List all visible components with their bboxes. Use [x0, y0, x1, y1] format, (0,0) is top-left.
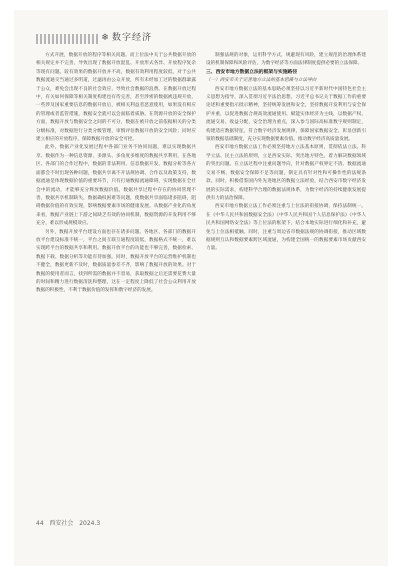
paragraph: 西安市地方数据立法的基本思路必须坚持以习近平新时代中国特色社会主义思想为指导，深入贯彻习近平法治思想，习近平总书记关于数据工作的重要论述和重要指示批示精神，坚持统筹发展和安全，坚持数据开发利用与安全保护并重，以促进数据合规高效流通使用、赋能实体经济为主线，以数据产权、流通交易、收益分配、安全治理为重点，深入参与国际高标准数字规则制定，构建适应数据特征、符合数字经济发展规律、保障国家数据安全、彰显创新引领的数据基础制度，充分实现数据要素价值、推动数字经济高质量发展。 [206, 86, 366, 143]
left-column [36, 52, 196, 296]
snowflake-icon: ❄ [101, 33, 109, 43]
journal-header [36, 31, 196, 45]
section-title: 数字经济 [112, 33, 153, 43]
subsection-heading: （一）西安市关于完善地方立法的基本思路与立法导向 [206, 78, 317, 84]
header-decorative-bar [36, 34, 98, 44]
section-heading: 三、西安市地方数据立法的框架与实施路径 [206, 69, 298, 75]
page-footer [36, 520, 100, 528]
paragraph: 西安市地方数据立法工作必须坚持地方立法基本原则，贯彻依法立法、科学立法、民主立法的原则，立足西安实际，突出地方特色，着力解决数据领域的突出问题。在立法过程中注重问题导向，针对数据产权界定不清、数据流通交易不畅、数据安全保障不足等问题，制定具有针对性和可操作性的法规条款。同时，积极借鉴国内外先进地区的数据立法经验，结合西安市数字经济发展的实际需求，构建科学合理的数据法规体系，为数字经济的持续健康发展提供有力的法治保障。 [206, 145, 366, 201]
issue-number: 2024.3 [79, 520, 101, 527]
paragraph: 此外，数据产业化发展过程中各部门业务不协同问题，难以实现数据共享、数据作为一种信息资源，多源头、多角度多维度的数据共享利用，在各地区、各部门的合作过程中，数据的非法利用、信息数据开发、数据分析等各方面都会不时出现各种问题，数据共享离不开法规协调、合作以及政策支持，数据流通是体现数据价值的重要环节，只有打通数据流通障碍，实现数据在全社会中的流动，才能够充分释放数据价值。数据共享过程中存在的协同管理不善，数据共享机制缺失，数据确权困难等问题，使数据共享面临诸多阻碍，阻碍数据价值的有效实现，影响数据要素市场的健康发展。从数据产业化的角度来看，数据产业链上下游之间缺乏有效的协同机制，数据资源的开发利用不够充分，难以形成规模效应。 [36, 145, 196, 227]
right-column [206, 52, 366, 254]
paragraph: 另外，数据开放平台建设方面也存在诸多问题。各地区、各部门的数据开放平台建设标准不统一，平台之间互联互通程度较低，数据格式不统一，难以实现跨平台的数据共享和利用。数据开放平台的功能也不够完善，数据检索、数据下载、数据分析等功能有待加强。同时，数据开放平台的运营维护机制也不健全，数据更新不及时，数据质量参差不齐，影响了数据开放的效果。对于数据的使用者而言，找到所需的数据并不容易，获取数据之后还需要花费大量的时间和精力进行数据清洗和整理，这在一定程度上降低了社会公众利用开放数据的积极性，不利于数据价值的发挥和数字经济的发展。 [36, 229, 196, 294]
journal-name: 西安社会 [49, 520, 74, 527]
paragraph: 西安市地方数据立法工作必须注重与上位法的衔接协调，保持法制统一。在《中华人民共和国数据安全法》《中华人民共和国个人信息保护法》《中华人民共和国网络安全法》等上位法的框架下，结合本地实际进行细化和补充，避免与上位法相抵触。同时，注重与周边省市数据法规的协调衔接，推动区域数据规则互认和数据要素跨区域流通，为构建全国统一的数据要素市场贡献西安力量。 [206, 204, 366, 252]
paragraph: 方式开展，数据开放的程序等相关问题。而上位法中关于公共数据开放的相关规定并不完善，导致出现了数据开放混乱、开放形式各异、开放程序复杂等现有问题。较有效果的数据开放并不高，数据有效利用程度较低，对于公共数据流通交当通过多明道，过滤再由公众开放，所有未经加工过的数据群暴露于公众，难免会出现不良的社会效应，导致社会数据的浪费。在数据开放过程中，有关如何保障等相关制度构建也有待完善，甚至涉密的数据被违规开放，一些涉及国家重要信息的数据开放后，被相关利益者恶意使用，如果没有相应的管理或者监管措施，数据安全就可以会面临着威胁。在资源开放的安全保护方面，数据开放与数据安全之间的不可分，数据在被开放之前依据相关的分类分级标准，对数据进行分类分级管理，审慎评估数据开放的安全风险；同时应建立相应的开放程序，保障数据开放的安全可控。 [36, 53, 196, 143]
paragraph: 制强法规的对象，运用科学方式，规避现有风险，建立规范的治理体系建设的机制保障和风险评估，为数字经济等方面法律制度提供必要的立法保障。 [206, 53, 366, 67]
page-number: 44 [36, 520, 44, 527]
